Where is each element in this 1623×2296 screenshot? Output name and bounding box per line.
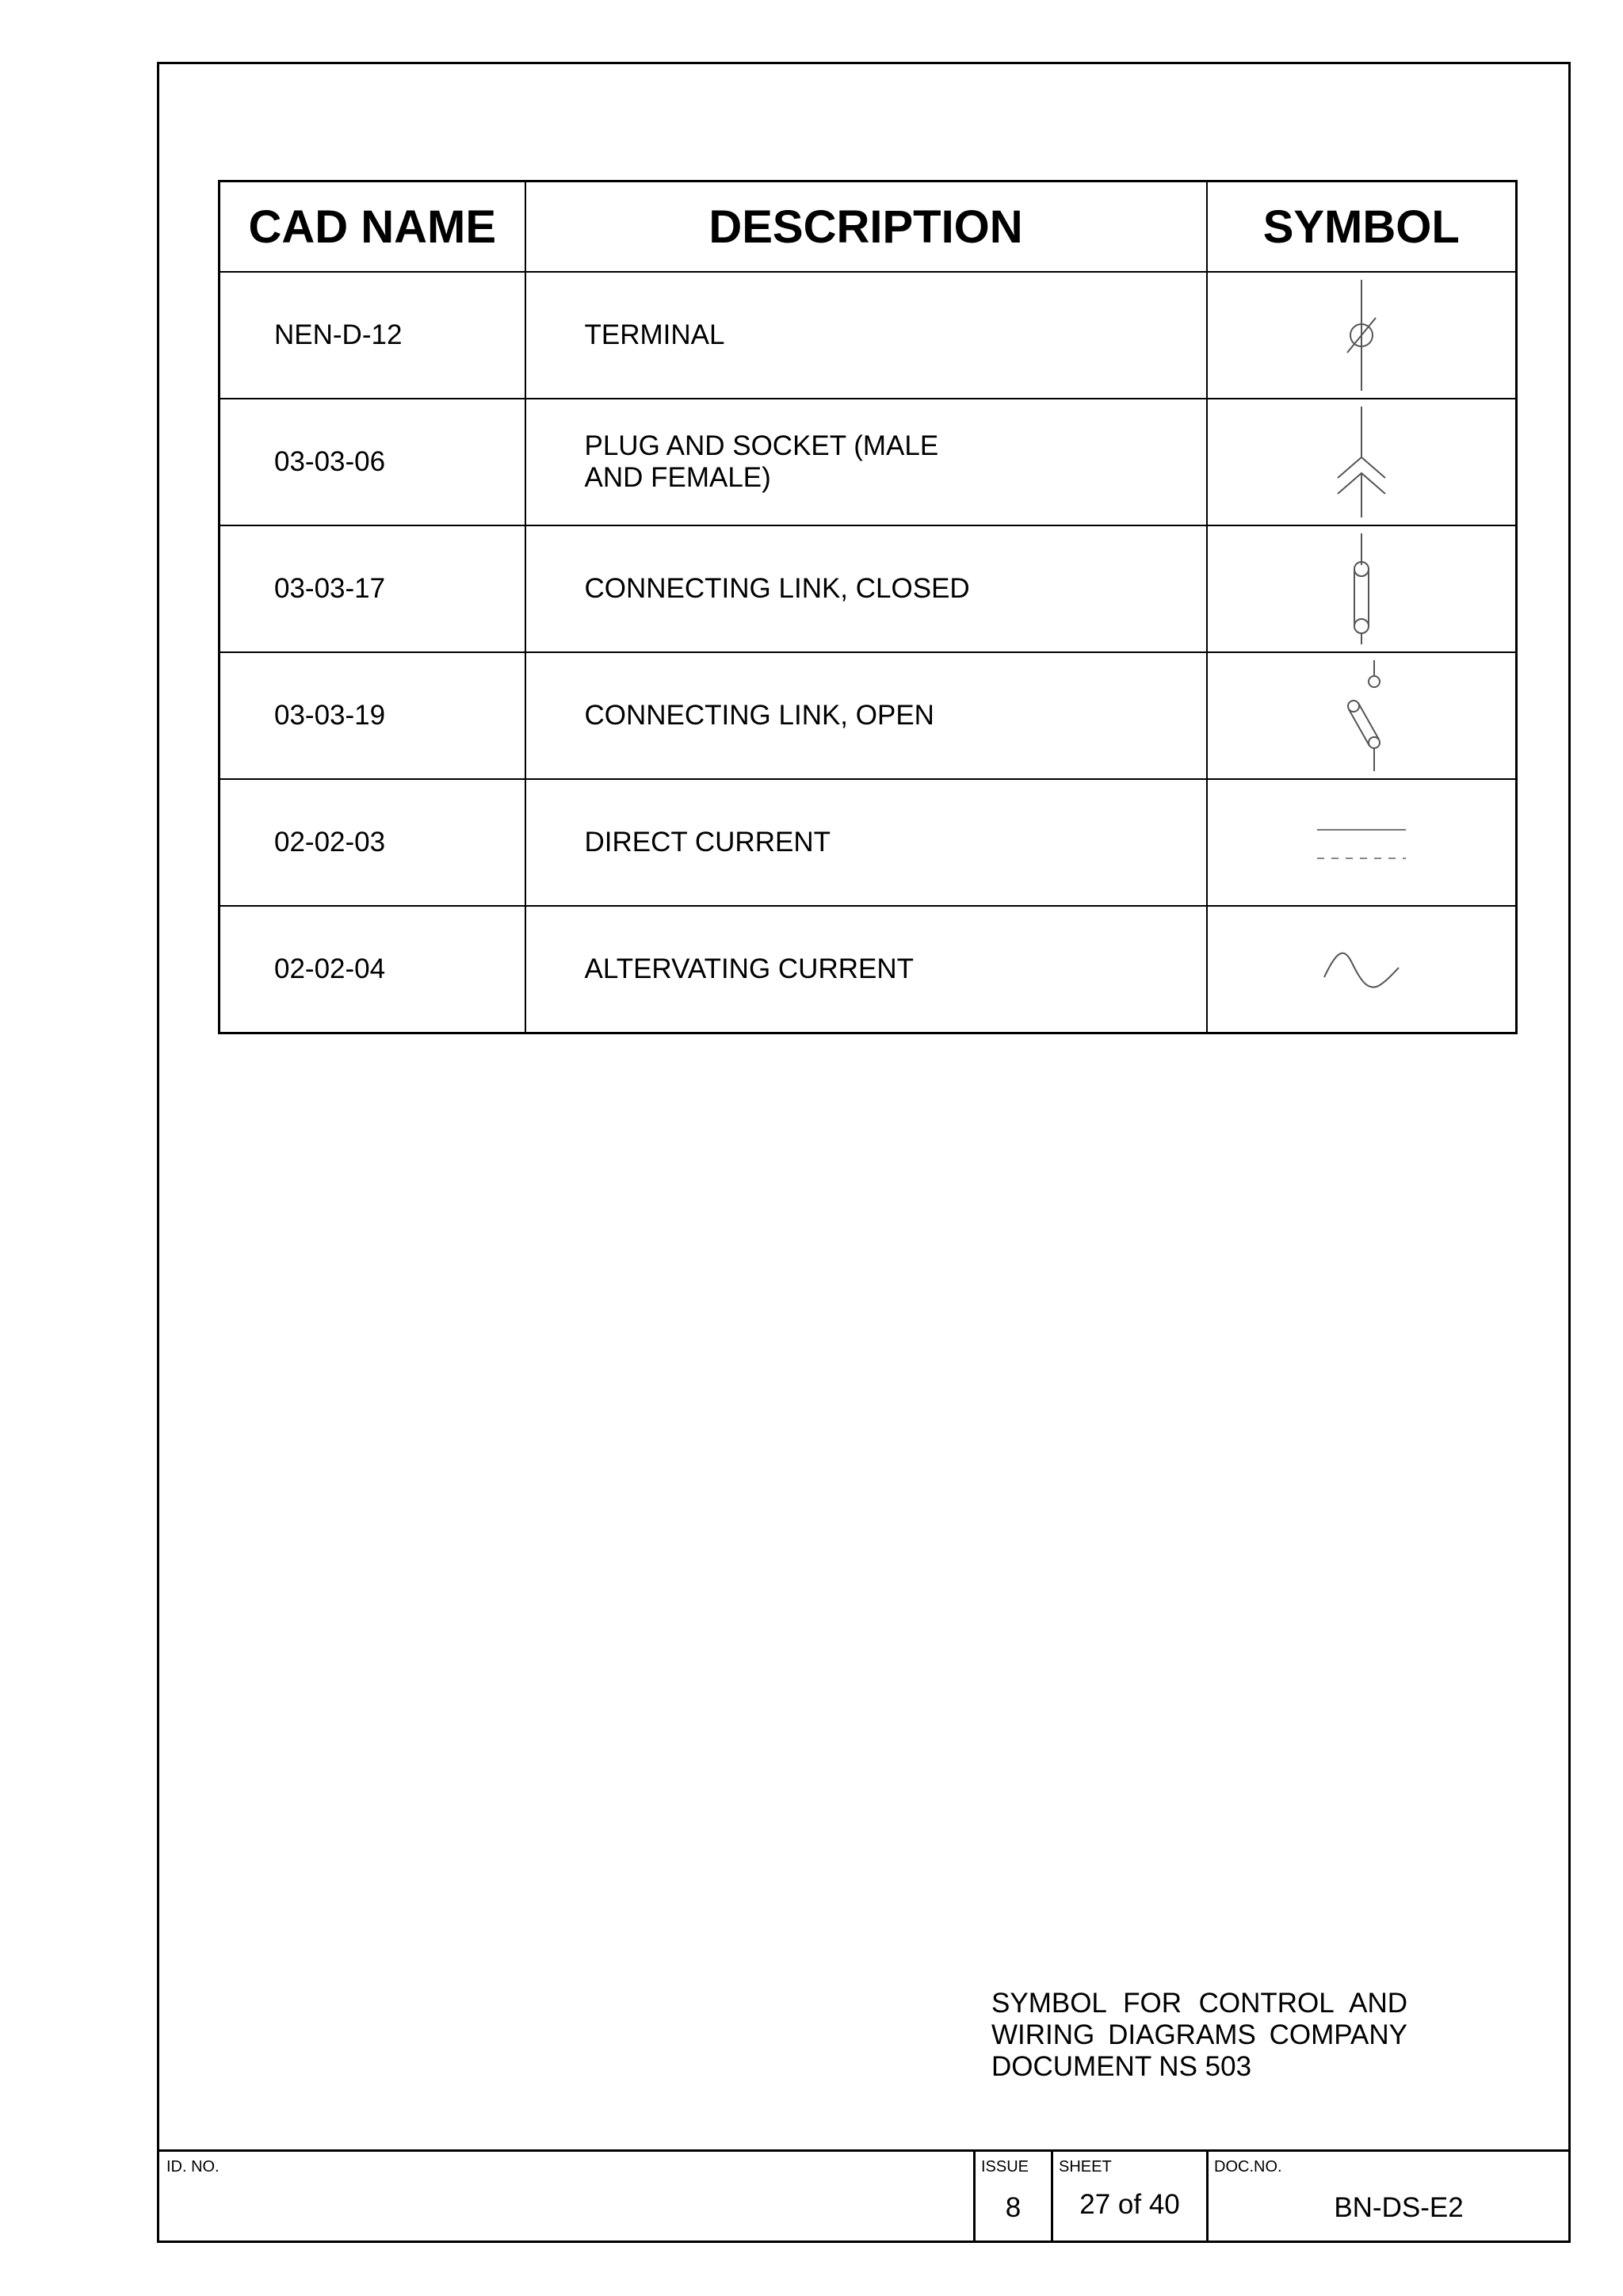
symbol-cell	[1207, 525, 1517, 652]
header-symbol: SYMBOL	[1207, 181, 1517, 273]
connecting-link-closed-symbol-icon	[1330, 533, 1393, 644]
issue-value: 8	[1005, 2192, 1022, 2223]
description-cell: CONNECTING LINK, OPEN	[525, 652, 1207, 779]
description-cell: PLUG AND SOCKET (MALE AND FEMALE)	[525, 399, 1207, 525]
table-row	[220, 525, 1517, 652]
doc-no-label: DOC.NO.	[1214, 2158, 1282, 2176]
title-block-top-line	[157, 2149, 1571, 2152]
header-cad-name: CAD NAME	[220, 181, 525, 273]
cad-name-cell: NEN-D-12	[220, 272, 525, 399]
cad-name-cell: 03-03-19	[220, 652, 525, 779]
id-no-label: ID. NO.	[166, 2158, 220, 2176]
table-header-row	[220, 181, 1517, 273]
header-description: DESCRIPTION	[525, 181, 1207, 273]
caption-line: DOCUMENT NS 503	[991, 2051, 1252, 2082]
symbol-cell	[1207, 652, 1517, 779]
description-cell: ALTERVATING CURRENT	[525, 906, 1207, 1033]
issue-label: ISSUE	[981, 2158, 1029, 2176]
sheet-label: SHEET	[1059, 2158, 1112, 2176]
description-cell: TERMINAL	[525, 272, 1207, 399]
plug-and-socket-symbol-icon	[1330, 407, 1393, 518]
symbol-table	[218, 180, 1518, 1034]
table-row	[220, 906, 1517, 1033]
sheet-value: 27 of 40	[1079, 2189, 1180, 2220]
cad-name-cell: 03-03-17	[220, 525, 525, 652]
description-cell: DIRECT CURRENT	[525, 779, 1207, 906]
direct-current-symbol-icon	[1314, 811, 1409, 874]
terminal-symbol-icon	[1330, 280, 1393, 391]
connecting-link-open-symbol-icon	[1330, 660, 1393, 771]
symbol-cell	[1207, 906, 1517, 1033]
cad-name-cell: 02-02-03	[220, 779, 525, 906]
title-block-divider	[1206, 2149, 1209, 2243]
caption-line: SYMBOL FOR CONTROL AND	[991, 1988, 1407, 2019]
table-row	[220, 272, 1517, 399]
doc-no-value: BN-DS-E2	[1334, 2192, 1464, 2223]
symbol-cell	[1207, 779, 1517, 906]
table-row	[220, 779, 1517, 906]
caption-line: WIRING DIAGRAMS COMPANY	[991, 2019, 1407, 2050]
cad-name-cell: 02-02-04	[220, 906, 525, 1033]
table-row	[220, 399, 1517, 525]
alternating-current-symbol-icon	[1318, 938, 1405, 1001]
document-caption	[991, 1988, 1407, 2083]
description-cell: CONNECTING LINK, CLOSED	[525, 525, 1207, 652]
cad-name-cell: 03-03-06	[220, 399, 525, 525]
table-row	[220, 652, 1517, 779]
symbol-cell	[1207, 272, 1517, 399]
symbol-cell	[1207, 399, 1517, 525]
